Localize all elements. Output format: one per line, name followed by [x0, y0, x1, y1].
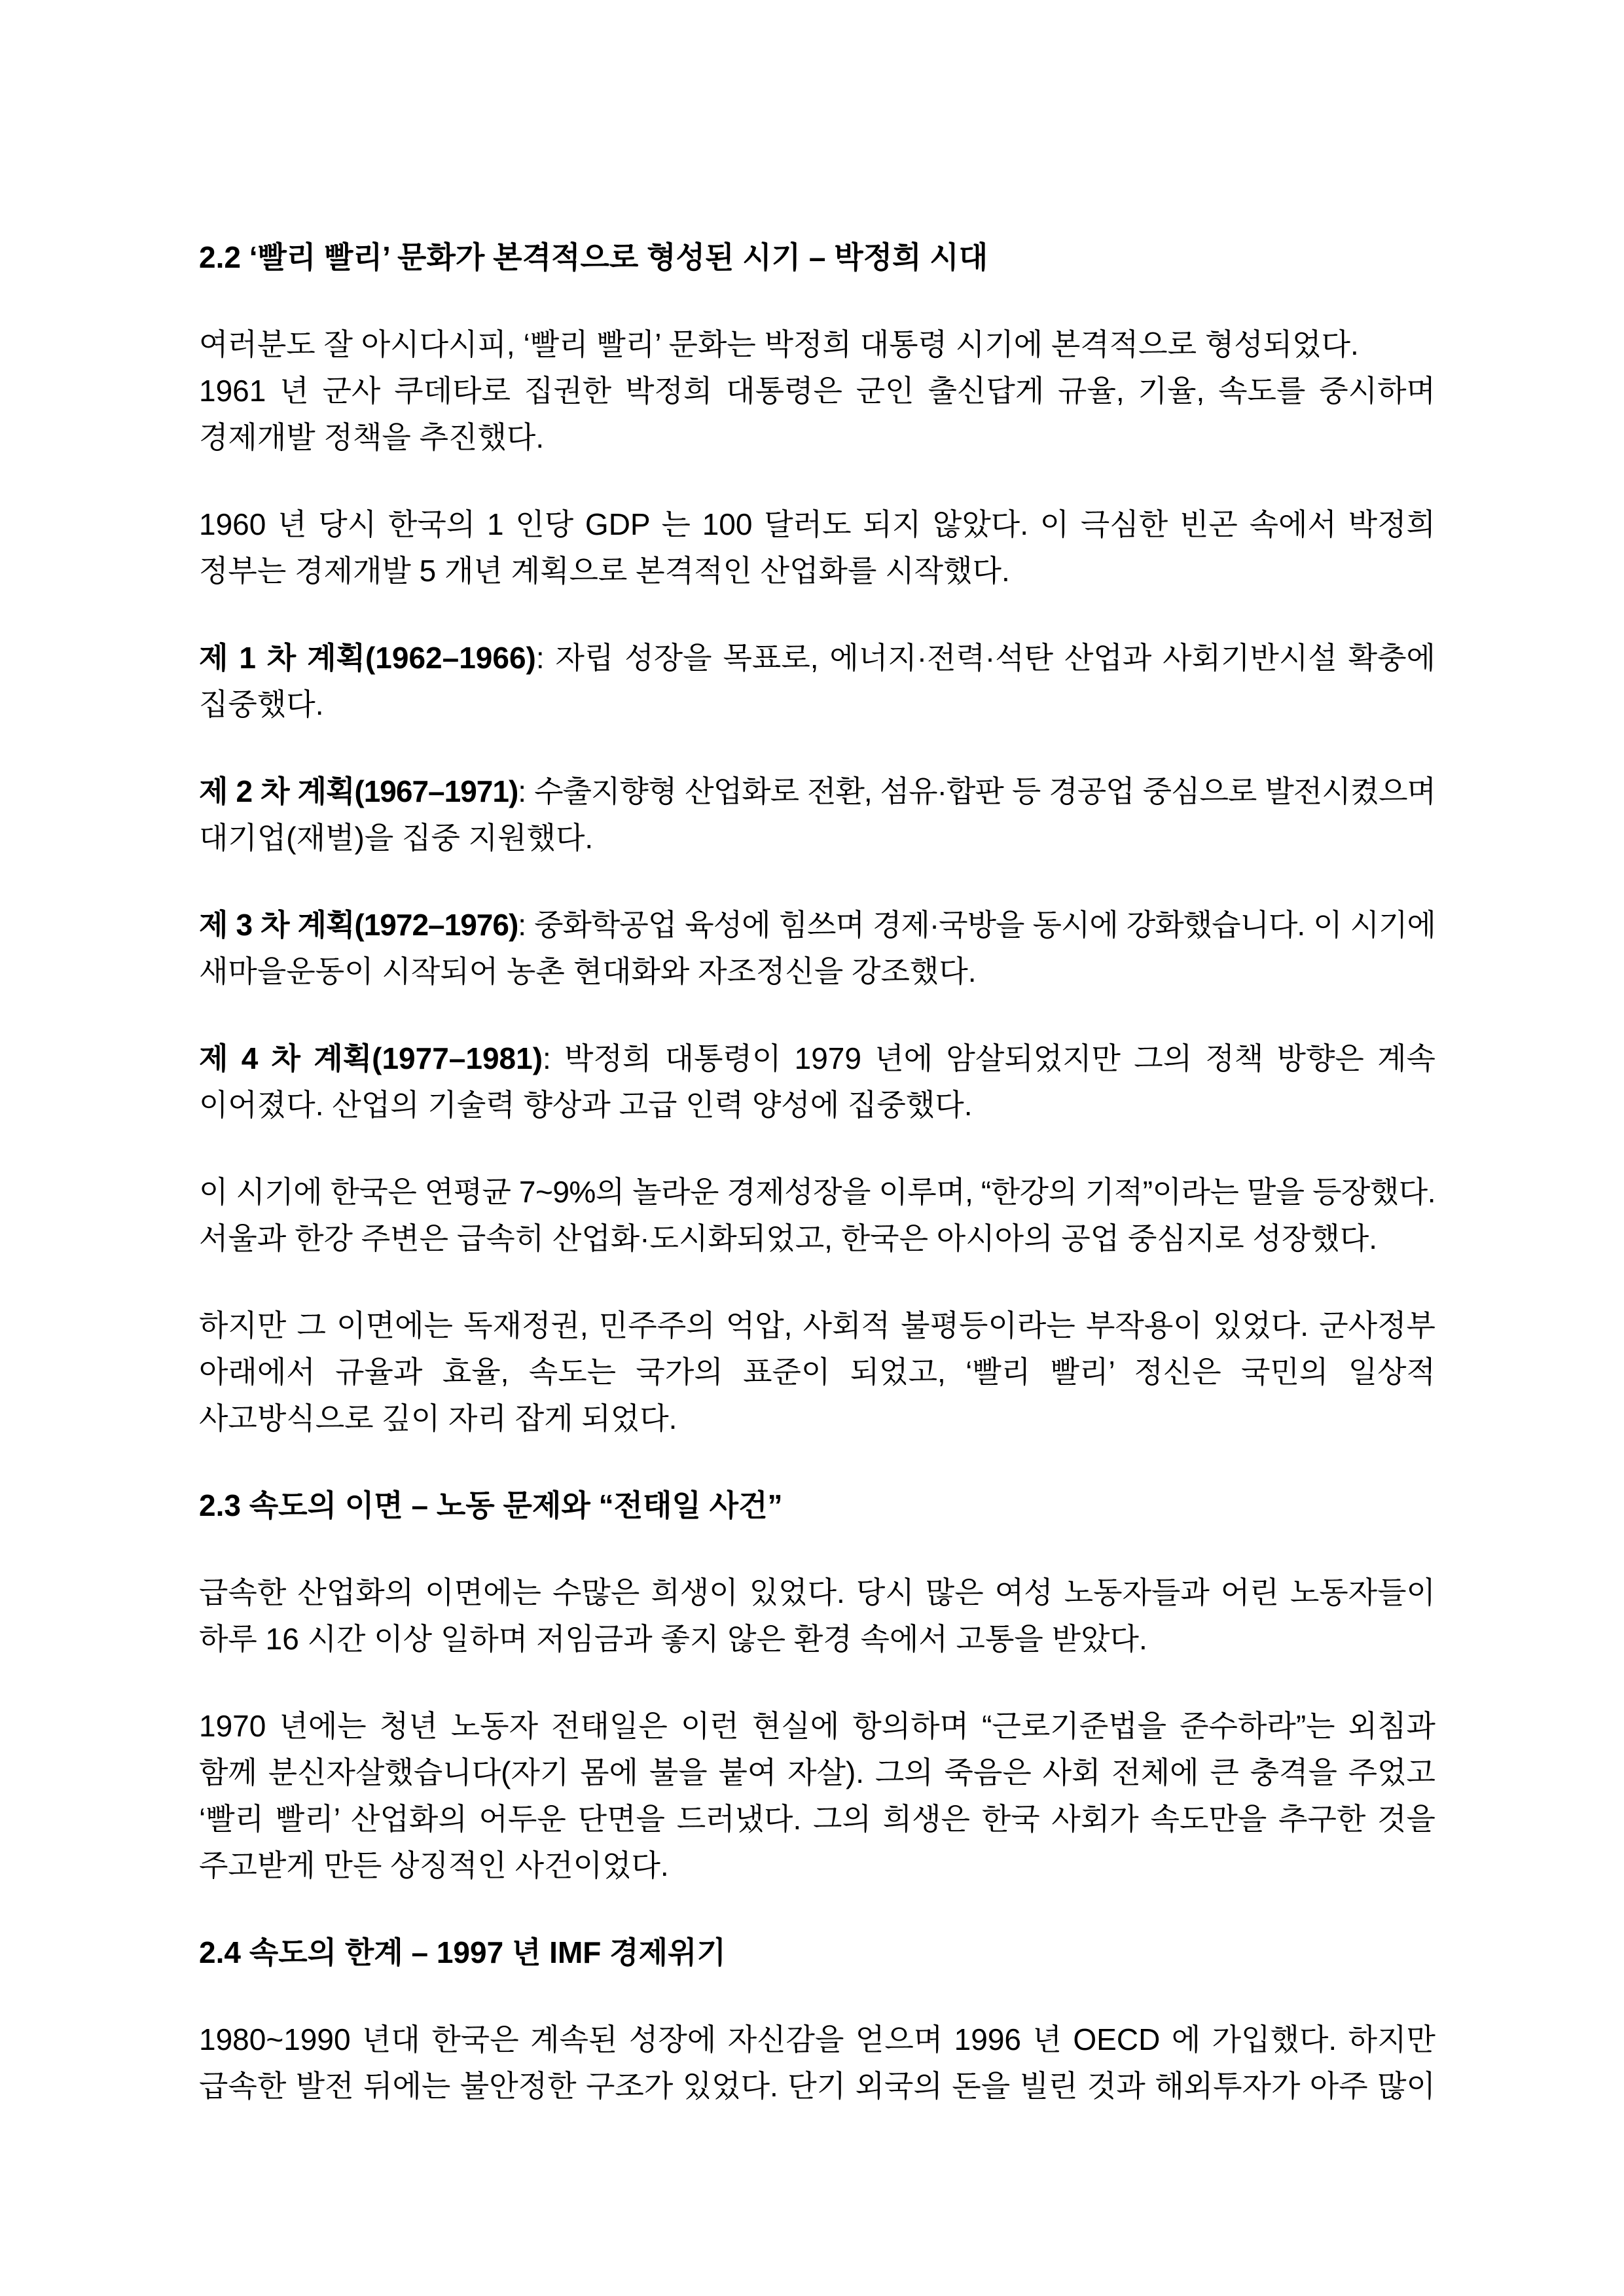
text-line: 1961 년 군사 쿠데타로 집권한 박정희 대통령은 군인 출신답게 규율, 기율, 속도를 중시하며: [199, 374, 1435, 408]
text-line: 사고방식으로 깊이 자리 잡게 되었다.: [199, 1401, 677, 1435]
text-line: 급속한 발전 뒤에는 불안정한 구조가 있었다. 단기 외국의 돈을 빌린 것과 해외투자가 아주 많이: [199, 2069, 1435, 2103]
text-line-content: : 중화학공업 육성에 힘쓰며 경제·국방을 동시에 강화했습니다. 이 시기에: [518, 908, 1435, 942]
section-heading: 2.3 속도의 이면 – 노동 문제와 “전태일 사건”: [199, 1488, 783, 1522]
plan-label: 제 2 차 계획(1967–1971): [199, 774, 518, 808]
text-line: 1960 년 당시 한국의 1 인당 GDP 는 100 달러도 되지 않았다. 이 극심한 빈곤 속에서 박정희: [199, 507, 1435, 541]
text-line: 새마을운동이 시작되어 농촌 현대화와 자조정신을 강조했다.: [199, 954, 977, 988]
text-line-content: : 수출지향형 산업화로 전환, 섬유·합판 등 경공업 중심으로 발전시켰으며: [518, 774, 1435, 808]
plan-label: 제 4 차 계획(1977–1981): [199, 1041, 543, 1075]
paragraph: [199, 321, 1435, 461]
text-line: 1980~1990 년대 한국은 계속된 성장에 자신감을 얻으며 1996 년 OECD 에 가입했다. 하지만: [199, 2022, 1435, 2056]
text-line: [199, 1035, 1435, 1082]
text-line: 집중했다.: [199, 687, 324, 721]
text-line: 정부는 경제개발 5 개년 계획으로 본격적인 산업화를 시작했다.: [199, 554, 1010, 588]
plan-label: 제 1 차 계획(1962–1966): [199, 641, 536, 675]
text-line: 하루 16 시간 이상 일하며 저임금과 좋지 않은 환경 속에서 고통을 받았다.: [199, 1622, 1147, 1656]
paragraph: [199, 2017, 1435, 2109]
plan-paragraph: [199, 902, 1435, 995]
text-line: 아래에서 규율과 효율, 속도는 국가의 표준이 되었고, ‘빨리 빨리’ 정신은 국민의 일상적: [199, 1355, 1435, 1389]
text-line: 주고받게 만든 상징적인 사건이었다.: [199, 1848, 669, 1882]
paragraph: [199, 1570, 1435, 1662]
text-line: [199, 902, 1435, 948]
plan-paragraph: [199, 1035, 1435, 1128]
text-line: 대기업(재벌)을 집중 지원했다.: [199, 821, 594, 855]
text-line: 함께 분신자살했습니다(자기 몸에 불을 붙여 자살). 그의 죽음은 사회 전체에 큰 충격을 주었고: [199, 1755, 1435, 1789]
text-line: ‘빨리 빨리’ 산업화의 어두운 단면을 드러냈다. 그의 희생은 한국 사회가 속도만을 추구한 것을: [199, 1802, 1435, 1836]
text-line: [199, 635, 1435, 681]
text-line: 이 시기에 한국은 연평균 7~9%의 놀라운 경제성장을 이루며, “한강의 기적”이라는 말을 등장했다.: [199, 1175, 1435, 1209]
text-line: 경제개발 정책을 추진했다.: [199, 420, 545, 454]
section-heading: 2.2 ‘빨리 빨리’ 문화가 본격적으로 형성된 시기 – 박정희 시대: [199, 240, 988, 274]
section-2-3: [199, 1482, 1435, 1889]
plan-label: 제 3 차 계획(1972–1976): [199, 908, 518, 942]
text-line: 급속한 산업화의 이면에는 수많은 희생이 있었다. 당시 많은 여성 노동자들과 어린 노동자들이: [199, 1575, 1435, 1609]
paragraph: [199, 501, 1435, 594]
text-line: [199, 768, 1435, 815]
text-line: 여러분도 잘 아시다시피, ‘빨리 빨리’ 문화는 박정희 대통령 시기에 본격적으로 형성되었다.: [199, 327, 1359, 361]
section-2-2: [199, 234, 1435, 1442]
paragraph: [199, 1302, 1435, 1442]
paragraph: [199, 1703, 1435, 1889]
paragraph: [199, 1169, 1435, 1262]
plan-paragraph: [199, 635, 1435, 728]
text-line: 서울과 한강 주변은 급속히 산업화·도시화되었고, 한국은 아시아의 공업 중심지로 성장했다.: [199, 1221, 1378, 1255]
text-line: 이어졌다. 산업의 기술력 향상과 고급 인력 양성에 집중했다.: [199, 1088, 973, 1122]
plan-paragraph: [199, 768, 1435, 861]
section-2-4: [199, 1929, 1435, 2109]
text-line: 하지만 그 이면에는 독재정권, 민주주의 억압, 사회적 불평등이라는 부작용이 있었다. 군사정부: [199, 1308, 1435, 1342]
text-line: 1970 년에는 청년 노동자 전태일은 이런 현실에 항의하며 “근로기준법을 준수하라”는 외침과: [199, 1709, 1435, 1743]
text-line-content: : 박정희 대통령이 1979 년에 암살되었지만 그의 정책 방향은 계속: [543, 1041, 1435, 1075]
text-line-content: : 자립 성장을 목표로, 에너지·전력·석탄 산업과 사회기반시설 확충에: [535, 641, 1435, 675]
section-heading: 2.4 속도의 한계 – 1997 년 IMF 경제위기: [199, 1935, 726, 1969]
